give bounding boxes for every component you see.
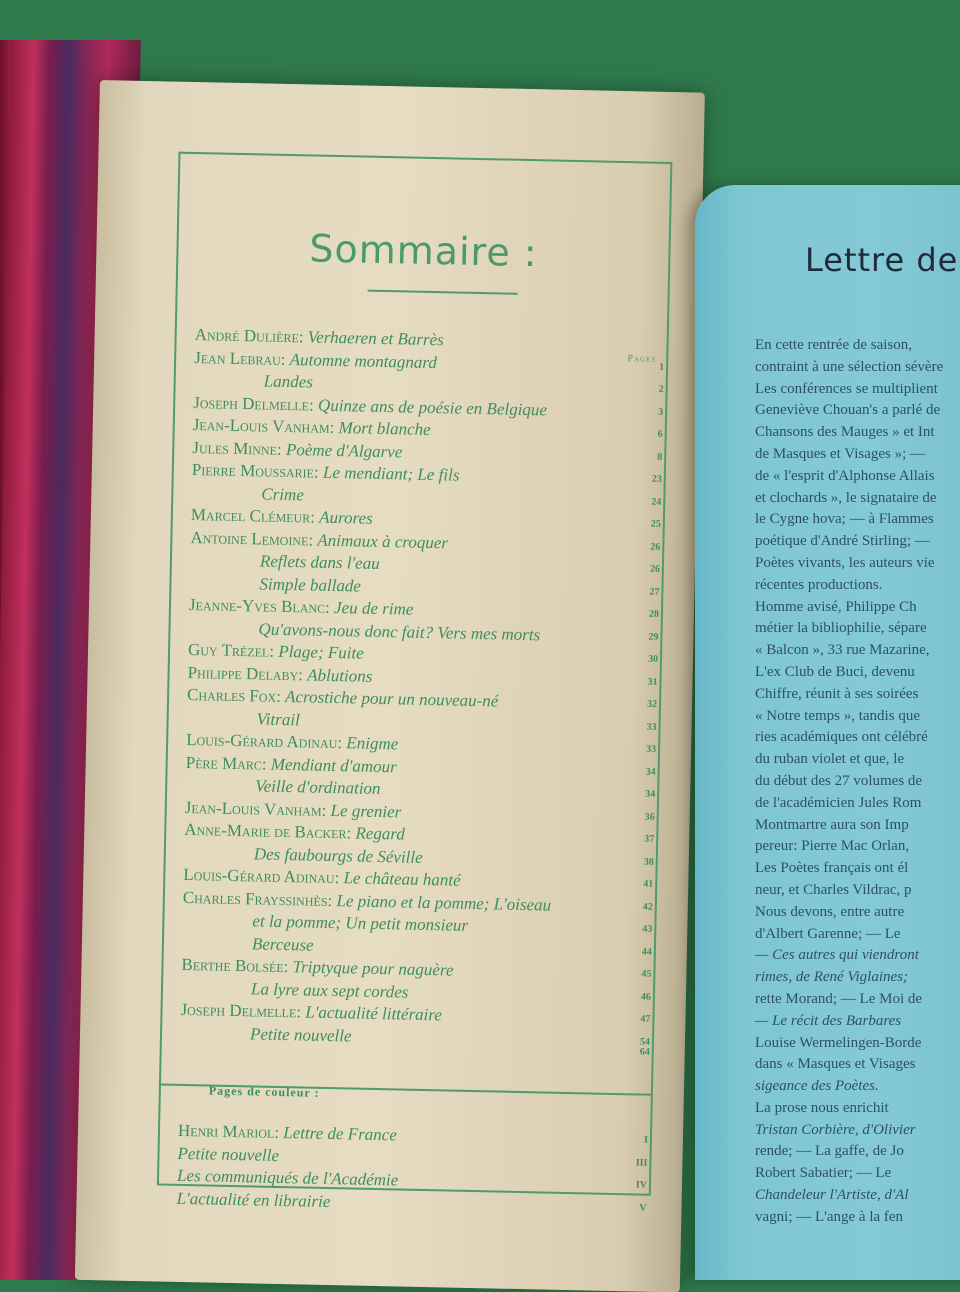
toc-work-title: Quinze ans de poésie en Belgique	[317, 395, 548, 419]
right-page-text-line: de l'académicien Jules Rom	[755, 794, 922, 811]
toc-separator: :	[298, 664, 308, 684]
right-page-text-line: Les conférences se multiplient	[755, 380, 938, 397]
right-page-text-line: Poètes vivants, les auteurs vie	[755, 554, 935, 571]
toc-separator: :	[329, 417, 339, 438]
toc-page-number: 41	[643, 878, 654, 890]
toc-author: Jules Minne	[192, 437, 278, 459]
right-page-text-line: Homme avisé, Philippe Ch	[755, 598, 917, 615]
right-page-text-line: Geneviève Chouan's a parlé de	[755, 402, 941, 419]
toc-author: Pierre Moussarie	[191, 460, 315, 482]
toc-separator: :	[261, 754, 272, 774]
toc-work-title: et la pomme; Un petit monsieur	[252, 911, 469, 935]
right-page-text-line: de Masques et Visages »; —	[755, 445, 926, 462]
right-page-text-line: poétique d'André Stirling; —	[755, 533, 930, 550]
toc-separator: :	[321, 800, 331, 820]
toc-page-number: 29	[648, 631, 659, 643]
toc-work-title: Animaux à croquer	[317, 530, 449, 552]
toc-author: Joseph Delmelle	[180, 999, 297, 1022]
toc-work-title: Lettre de France	[283, 1123, 398, 1145]
toc-page-number: V	[639, 1202, 647, 1214]
right-page-text-line: vagni; — L'ange à la fen	[755, 1208, 904, 1225]
right-page-text-line: dans « Masques et Visages	[755, 1056, 916, 1073]
right-page-text-line: Louise Wermelingen-Borde	[755, 1034, 922, 1051]
toc-work-title: L'actualité littéraire	[305, 1002, 443, 1025]
toc-author: Antoine Lemoine	[190, 527, 309, 549]
right-page-text-line: Chansons des Mauges » et Int	[755, 424, 935, 441]
toc-separator: :	[275, 686, 286, 707]
toc-page-number: 26	[649, 563, 660, 575]
toc-author: Jean Lebrau	[194, 347, 281, 369]
right-page-text-line: du ruban violet et que, le	[755, 751, 905, 768]
toc-work-title: Triptyque pour naguère	[292, 957, 454, 980]
right-page	[695, 185, 960, 1280]
right-page-text-line: rette Morand; — Le Moi de	[755, 990, 923, 1007]
right-page-text-line: récentes productions.	[755, 576, 883, 593]
toc-page-number: 42	[642, 901, 653, 913]
right-page-text-line: métier la bibliophilie, sépare	[755, 620, 927, 637]
toc-author: Berthe Bolsée	[181, 954, 284, 977]
toc-separator: :	[269, 641, 279, 661]
toc-work-title: Poème d'Algarve	[285, 439, 403, 461]
toc-author: Joseph Delmelle	[193, 392, 310, 414]
toc-work-title: Mendiant d'amour	[270, 754, 397, 776]
toc-frame	[157, 152, 673, 1214]
toc-page-number: 45	[641, 968, 652, 980]
toc-work-title: Jeu de rime	[333, 598, 414, 619]
toc-page-number: 8	[657, 451, 663, 463]
right-page-text-line: Les Poètes français ont él	[755, 860, 909, 877]
toc-work-title: Landes	[263, 371, 314, 392]
toc-page-number: I	[643, 1134, 649, 1146]
toc-work-title: Le mendiant; Le fils	[322, 462, 460, 485]
toc-separator: :	[327, 890, 337, 910]
right-page-text-line: L'ex Club de Buci, devenu	[755, 663, 915, 680]
toc-work-title: Ablutions	[307, 664, 373, 686]
toc-author: Marcel Clémeur	[190, 505, 311, 527]
toc-separator: :	[296, 1002, 306, 1022]
toc-author: Charles Fox	[186, 684, 277, 706]
toc-work-title: Mort blanche	[338, 418, 431, 440]
right-page-text-line: Robert Sabatier; — Le	[755, 1165, 892, 1182]
right-page-text-line: de « l'esprit d'Alphonse Allais	[755, 467, 935, 484]
toc-page-number: 23	[651, 473, 662, 485]
toc-work-title: L'actualité en librairie	[176, 1188, 331, 1211]
toc-page-number: 24	[651, 496, 662, 508]
toc-work-title: Reflets dans l'eau	[259, 551, 380, 573]
toc-page-number: 33	[645, 743, 657, 755]
right-page-text-line: le Cygne hova; — à Flammes	[755, 511, 934, 528]
toc-page-number: 31	[647, 676, 658, 688]
toc-page-number: 64	[639, 1046, 650, 1058]
toc-separator: :	[308, 529, 318, 550]
right-page-text-line: ries académiques ont célébré	[755, 729, 928, 746]
right-page-text-line: et clochards », le signataire de	[755, 489, 937, 506]
toc-page-number: 3	[658, 406, 664, 418]
toc-work-title: Acrostiche pour un nouveau-né	[284, 687, 499, 711]
right-page-text-line: d'Albert Garenne; — Le	[755, 925, 901, 942]
toc-author: Jean-Louis Vanham	[184, 797, 322, 820]
toc-work-title: Automne montagnard	[289, 349, 438, 372]
toc-page-number: 36	[644, 811, 655, 823]
toc-page-number: 54	[639, 1036, 651, 1048]
toc-author: Guy Trézel	[187, 639, 270, 661]
toc-author: Jean-Louis Vanham	[192, 415, 330, 437]
toc-separator: :	[310, 507, 320, 527]
toc-work-title: Petite nouvelle	[249, 1023, 352, 1045]
toc-page-number: 44	[641, 946, 652, 958]
toc-separator: :	[308, 394, 319, 415]
toc-work-title: Crime	[261, 483, 305, 504]
right-page-text-line: Montmartre aura son Imp	[755, 816, 909, 833]
right-page-title: Lettre de	[805, 241, 959, 279]
right-page-text-line: neur, et Charles Vildrac, p	[755, 881, 912, 898]
right-page-text-line: Nous devons, entre autre	[755, 903, 905, 920]
toc-author: André Dulière	[194, 325, 300, 347]
toc-work-title: Le grenier	[330, 800, 402, 821]
toc-work-title: Qu'avons-nous donc fait? Vers mes morts	[258, 618, 541, 644]
toc-separator: :	[324, 597, 335, 618]
right-page-text-line: — Ces autres qui viendront	[755, 947, 919, 964]
toc-page-number: 27	[649, 586, 660, 598]
pages-column-header: Pages	[627, 353, 657, 365]
toc-page-number: 26	[650, 541, 661, 553]
toc-title: Sommaire :	[308, 226, 539, 276]
toc-author: Père Marc	[185, 752, 263, 774]
toc-author: Louis-Gérard Adinau	[186, 729, 338, 753]
right-page-text-line: contraint à une sélection sévère	[755, 358, 944, 375]
toc-page-number: 32	[646, 698, 658, 710]
toc-author: Anne-Marie de Backer	[184, 819, 347, 843]
toc-work-title: Regard	[355, 823, 406, 844]
toc-work-title: La lyre aux sept cordes	[250, 978, 409, 1002]
toc-author: Jeanne-Yves Blanc	[188, 594, 326, 617]
toc-author: Henri Mariol	[177, 1120, 275, 1142]
right-page-text-line: « Notre temps », tandis que	[755, 707, 920, 724]
toc-work-title: Vitrail	[256, 708, 300, 729]
toc-separator: :	[337, 733, 347, 753]
toc-page-number: 28	[648, 608, 660, 620]
toc-page-number: 37	[644, 833, 655, 845]
left-page	[75, 80, 705, 1292]
toc-work-title: Plage; Fuite	[278, 641, 364, 663]
toc-separator: :	[283, 957, 293, 977]
toc-page-number: III	[635, 1156, 648, 1169]
title-rule	[368, 290, 518, 295]
toc-work-title: Simple ballade	[259, 573, 362, 596]
right-page-text-line: rimes, de René Viglaines;	[755, 969, 909, 986]
toc-separator: :	[276, 439, 287, 459]
toc-page-number: 2	[658, 383, 664, 395]
toc-page-number: 25	[650, 518, 661, 530]
right-page-text-line: Chiffre, réunit à ses soirées	[755, 685, 919, 702]
right-page-text-line: — Le récit des Barbares	[755, 1012, 902, 1029]
toc-page-number: 1	[659, 361, 665, 373]
right-page-text-line: pereur: Pierre Mac Orlan,	[755, 838, 910, 855]
toc-work-title: Aurores	[319, 507, 373, 528]
toc-page-number: 34	[645, 766, 656, 778]
right-page-text	[755, 335, 960, 1229]
toc-separator: :	[298, 327, 308, 347]
right-page-text-line: sigeance des Poètes.	[755, 1078, 879, 1095]
toc-page-number: 46	[640, 991, 652, 1003]
toc-separator: :	[313, 462, 324, 482]
toc-page-number: IV	[635, 1179, 648, 1191]
toc-separator: :	[274, 1122, 284, 1143]
toc-author: Philippe Delaby	[187, 662, 299, 684]
toc-work-title: Le château hanté	[343, 868, 461, 890]
toc-author: Charles Frayssinhès	[182, 887, 328, 910]
toc-author: Louis-Gérard Adinau	[183, 864, 335, 888]
toc-work-title: Verhaeren et Barrès	[307, 327, 444, 350]
toc-work-title: Veille d'ordination	[255, 776, 381, 799]
toc-work-title: Le piano et la pomme; L'oiseau	[336, 890, 552, 915]
toc-page-number: 38	[643, 856, 654, 868]
toc-page-number: 34	[645, 788, 656, 800]
toc-page-number: 33	[646, 721, 657, 733]
toc-page-number: 30	[647, 653, 659, 665]
toc-work-title: Enigme	[346, 733, 399, 754]
toc-page-number: 6	[657, 428, 663, 440]
right-page-text-line: La prose nous enrichit	[755, 1099, 889, 1116]
toc-page-number: 47	[640, 1013, 651, 1025]
right-page-text-line: Chandeleur l'Artiste, d'Al	[755, 1187, 909, 1204]
toc-work-title: Berceuse	[251, 933, 314, 955]
right-page-text-line: rende; — La gaffe, de Jo	[755, 1143, 904, 1160]
colour-pages-heading: Pages de couleur :	[208, 1083, 320, 1100]
right-page-text-line: En cette rentrée de saison,	[755, 337, 913, 353]
toc-work-title: Des faubourgs de Séville	[253, 843, 423, 867]
right-page-text-line: « Balcon », 33 rue Mazarine,	[755, 642, 930, 659]
toc-work-title: Petite nouvelle	[177, 1143, 280, 1165]
toc-separator: :	[334, 868, 344, 888]
right-page-text-line: du début des 27 volumes de	[755, 772, 923, 789]
toc-page-number: 43	[642, 923, 653, 935]
toc-separator: :	[346, 823, 356, 843]
toc-work-title: Les communiqués de l'Académie	[176, 1165, 399, 1190]
toc-separator: :	[280, 349, 290, 369]
right-page-text-line: Tristan Corbière, d'Olivier	[755, 1121, 916, 1138]
